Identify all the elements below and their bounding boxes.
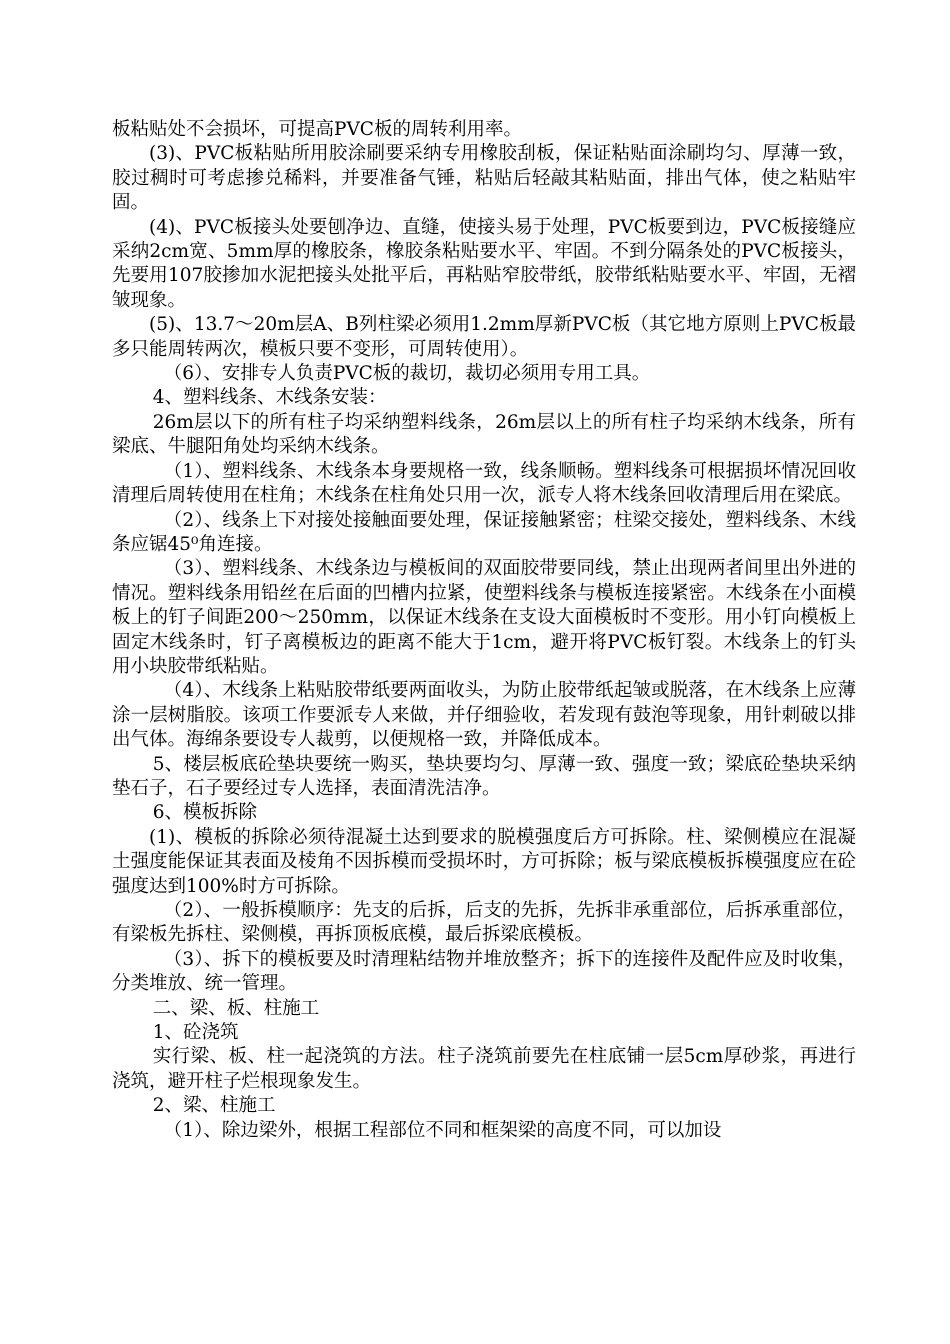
paragraph-2: (3)、PVC板粘贴所用胶涂刷要采纳专用橡胶刮板，保证粘贴面涂刷均匀、厚薄一致，胶过稠时可考虑掺兑稀料，并要准备气锤，粘贴后轻敲其粘贴面，排出气体，使之粘贴牢固。 — [112, 143, 856, 214]
paragraph-14: (1)、模板的拆除必须待混凝土达到要求的脱模强度后方可拆除。柱、梁侧模应在混凝土强度能保证其表面及棱角不因拆模而受损坏时，方可拆除；板与梁底模板拆模强度应在砼强度达到100%时方可拆除。 — [112, 826, 856, 897]
section-heading-4: 4、塑料线条、木线条安装： — [152, 387, 387, 409]
paragraph-21: （1）、除边梁外，根据工程部位不同和框架梁的高度不同，可以加设 — [163, 1119, 722, 1141]
paragraph-5: （6）、安排专人负责PVC板的裁切，裁切必须用专用工具。 — [163, 363, 651, 385]
paragraph-16: （3）、拆下的模板要及时清理粘结物并堆放整齐；拆下的连接件及配件应及时收集，分类堆放、统一管理。 — [112, 948, 856, 995]
chapter-heading-2: 二、梁、板、柱施工 — [152, 997, 320, 1019]
paragraph-1: 板粘贴处不会损坏，可提高PVC板的周转利用率。 — [112, 119, 522, 140]
section-heading-6: 6、模板拆除 — [152, 802, 257, 824]
paragraph-12: 5、楼层板底砼垫块要统一购买，垫块要均匀、厚薄一致、强度一致；梁底砼垫块采纳垫石子，石子要经过专人选择，表面清洗洁净。 — [112, 753, 856, 799]
paragraph-11: （4）、木线条上粘贴胶带纸要两面收头，为防止胶带纸起皱或脱落，在木线条上应薄涂一层树脂胶。该项工作要派专人来做，并仔细验收，若发现有鼓泡等现象，用针刺破以排出气体。海绵条要设专人裁剪，以便规格一致，并降低成本。 — [112, 680, 856, 751]
document-page — [112, 118, 856, 1143]
paragraph-19: 实行梁、板、柱一起浇筑的方法。柱子浇筑前要先在柱底铺一层5cm厚砂浆，再进行浇筑，避开柱子烂根现象发生。 — [112, 1046, 856, 1092]
section-heading-1: 1、砼浇筑 — [152, 1022, 239, 1044]
paragraph-4: (5)、13.7～20m层A、B列柱梁必须用1.2mm厚新PVC板（其它地方原则上PVC板最多只能周转两次，模板只要不变形，可周转使用）。 — [112, 314, 856, 360]
paragraph-10: （3）、塑料线条、木线条边与模板间的双面胶带要同线，禁止出现两者间里出外进的情况。塑料线条用铅丝在后面的凹槽内拉紧，使塑料线条与模板连接紧密。木线条在小面模板上的钉子间距200～250mm，以保证木线条在支设大面模板时不变形。用小钉向模板上固定木线条时，钉子离模板边的距离不能大于1cm，避开将PVC板钉裂。木线条上的钉头用小块胶带纸粘贴。 — [112, 558, 856, 677]
paragraph-7: 26m层以下的所有柱子均采纳塑料线条，26m层以上的所有柱子均采纳木线条，所有梁底、牛腿阳角处均采纳木线条。 — [112, 411, 856, 458]
paragraph-8: （1）、塑料线条、木线条本身要规格一致，线条顺畅。塑料线条可根据损坏情况回收清理后周转使用在柱角；木线条在柱角处只用一次，派专人将木线条回收清理后用在梁底。 — [112, 460, 856, 507]
paragraph-3: (4)、PVC板接头处要刨净边、直缝，使接头易于处理，PVC板要到边，PVC板接缝应采纳2cm宽、5mm厚的橡胶条，橡胶条粘贴要水平、牢固。不到分隔条处的PVC板接头，先要用107胶掺加水泥把接头处批平后，再粘贴窄胶带纸，胶带纸粘贴要水平、牢固，无褶皱现象。 — [112, 216, 856, 311]
paragraph-9: （2）、线条上下对接处接触面要处理，保证接触紧密；柱梁交接处，塑料线条、木线条应锯45⁰角连接。 — [112, 509, 856, 555]
paragraph-15: （2）、一般拆模顺序：先支的后拆，后支的先拆，先拆非承重部位，后拆承重部位，有梁板先拆柱、梁侧模，再拆顶板底模，最后拆梁底模板。 — [112, 900, 856, 946]
section-heading-2: 2、梁、柱施工 — [152, 1095, 276, 1117]
